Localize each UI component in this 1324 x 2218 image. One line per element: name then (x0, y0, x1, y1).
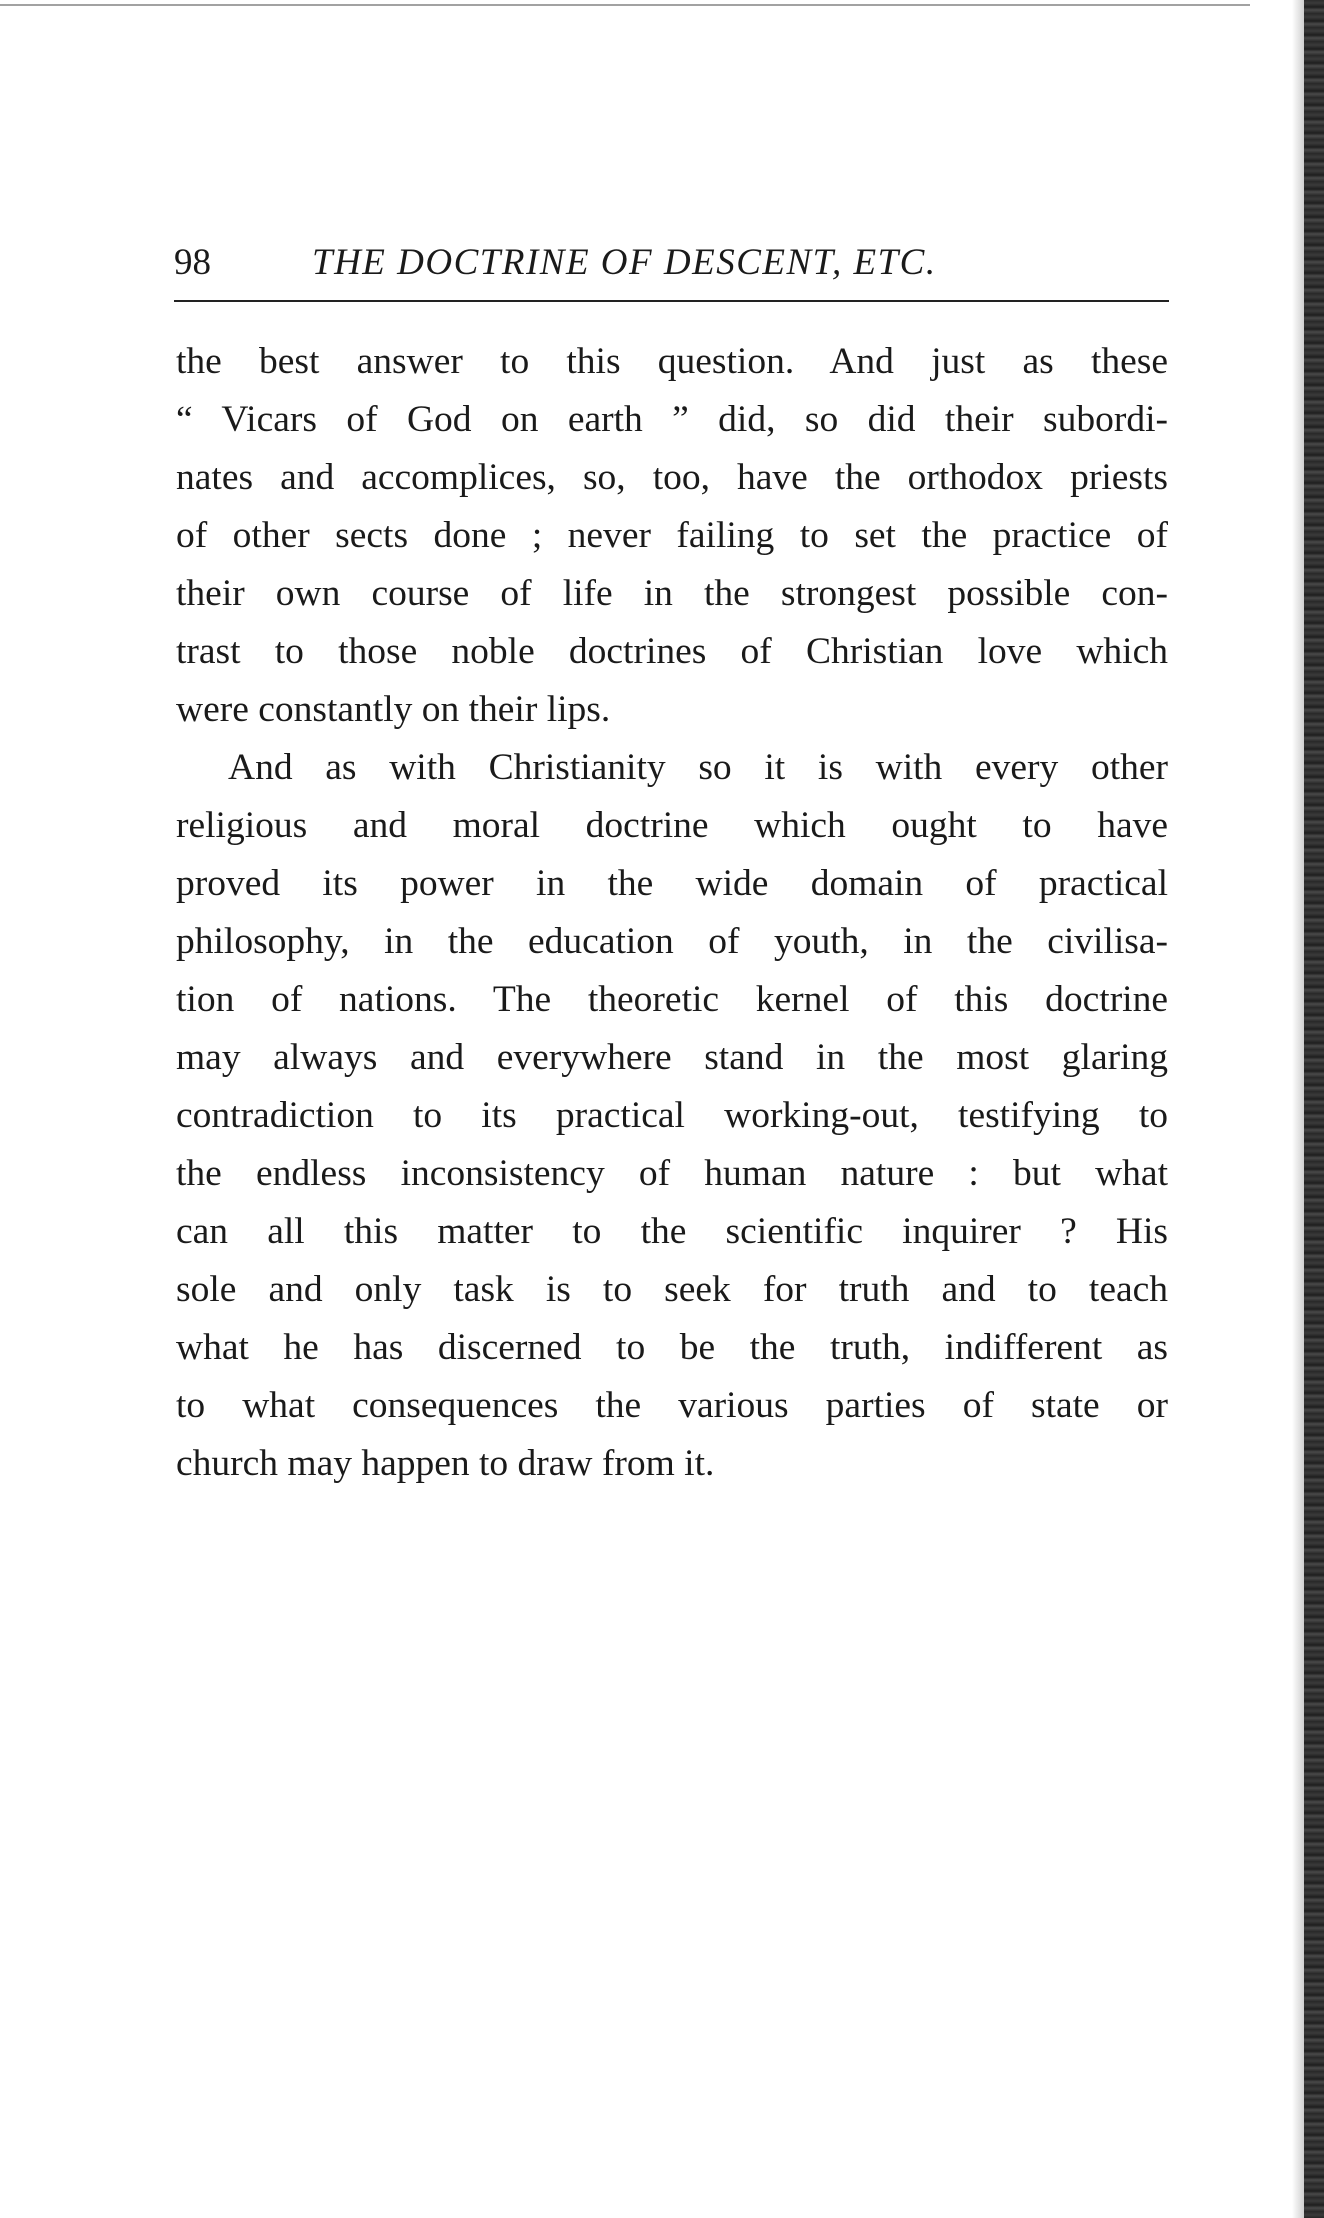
text-line: tion of nations. The theoretic kernel of this doctrine (176, 979, 1168, 1020)
text-line: were constantly on their lips. (176, 689, 611, 730)
paragraph-1 (176, 333, 1168, 739)
running-title: THE DOCTRINE OF DESCENT, ETC. (312, 242, 937, 283)
text-line: philosophy, in the education of youth, in the civilisa- (176, 921, 1168, 962)
text-line: And as with Christianity so it is with every other (228, 747, 1168, 788)
text-line: can all this matter to the scientific inquirer ? His (176, 1211, 1168, 1252)
running-head (174, 233, 1169, 293)
text-line: the endless inconsistency of human nature : but what (176, 1153, 1168, 1194)
book-binding-edge (1304, 0, 1324, 2218)
text-line: religious and moral doctrine which ought to have (176, 805, 1168, 846)
text-line: what he has discerned to be the truth, indifferent as (176, 1327, 1168, 1368)
text-line: to what consequences the various parties of state or (176, 1385, 1168, 1426)
text-line: the best answer to this question. And just as these (176, 341, 1168, 382)
binding-shadow (1292, 0, 1304, 2218)
header-rule (174, 300, 1169, 302)
paragraph-2 (176, 739, 1168, 1493)
text-line: of other sects done ; never failing to set the practice of (176, 515, 1168, 556)
text-line: sole and only task is to seek for truth and to teach (176, 1269, 1168, 1310)
text-line: may always and everywhere stand in the most glaring (176, 1037, 1168, 1078)
text-line: nates and accomplices, so, too, have the orthodox priests (176, 457, 1168, 498)
text-line: contradiction to its practical working-out, testifying to (176, 1095, 1168, 1136)
text-line: proved its power in the wide domain of practical (176, 863, 1168, 904)
text-line: “ Vicars of God on earth ” did, so did their subordi- (176, 399, 1168, 440)
scan-top-edge (0, 4, 1250, 6)
page-number: 98 (174, 242, 211, 283)
body-text (176, 333, 1168, 1493)
text-line: their own course of life in the strongest possible con- (176, 573, 1168, 614)
text-line: trast to those noble doctrines of Christian love which (176, 631, 1168, 672)
text-line: church may happen to draw from it. (176, 1443, 715, 1484)
